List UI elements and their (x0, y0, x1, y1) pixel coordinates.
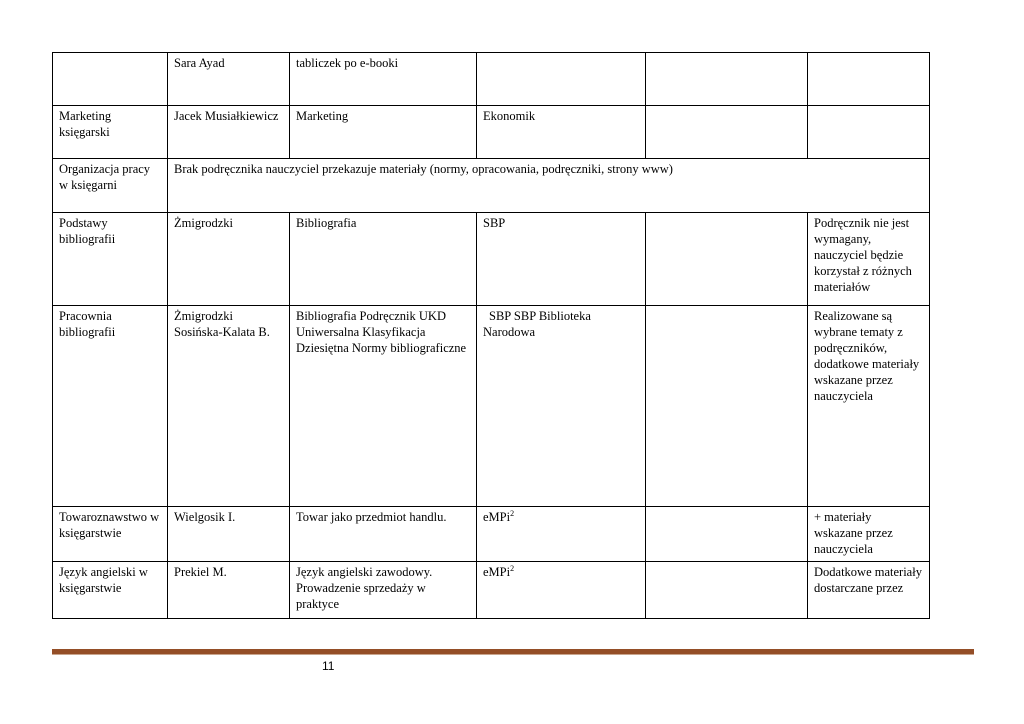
notes-cell (808, 53, 930, 106)
author-cell: Wielgosik I. (168, 507, 290, 562)
author-entry: Żmigrodzki (174, 309, 234, 323)
title-cell: Bibliografia (290, 213, 477, 306)
table-row (53, 213, 930, 306)
title-entry: Normy bibliograficzne (351, 341, 467, 355)
empty-cell (646, 306, 808, 507)
table-row (53, 507, 930, 562)
author-cell (168, 306, 290, 507)
subject-cell (53, 53, 168, 106)
title-cell: Towar jako przedmiot handlu. (290, 507, 477, 562)
title-cell: Język angielski zawodowy. Prowadzenie sprzedaży w praktyce (290, 562, 477, 619)
subject-cell: Organizacja pracy w księgarni (53, 159, 168, 213)
title-entry: Uniwersalna Klasyfikacja Dziesiętna (296, 325, 426, 355)
publisher-entry: Biblioteka Narodowa (483, 309, 591, 339)
publisher-name: eMPi (483, 510, 511, 524)
subject-cell: Marketing księgarski (53, 106, 168, 159)
subject-cell: Język angielski w księgarstwie (53, 562, 168, 619)
publisher-cell (477, 507, 646, 562)
notes-cell (808, 106, 930, 159)
publisher-entry: SBP (513, 309, 536, 323)
notes-cell: Dodatkowe materiały dostarczane przez (808, 562, 930, 619)
publisher-cell (477, 306, 646, 507)
subject-cell: Podstawy bibliografii (53, 213, 168, 306)
author-cell: Żmigrodzki (168, 213, 290, 306)
notes-cell: + materiały wskazane przez nauczyciela (808, 507, 930, 562)
subject-cell: Pracownia bibliografii (53, 306, 168, 507)
empty-cell (646, 53, 808, 106)
author-cell: Prekiel M. (168, 562, 290, 619)
publisher-cell (477, 53, 646, 106)
author-entry: Sosińska-Kalata B. (174, 325, 270, 339)
publisher-cell: SBP (477, 213, 646, 306)
notes-cell: Realizowane są wybrane tematy z podręczników, dodatkowe materiały wskazane przez nauczyciela (808, 306, 930, 507)
table-row (53, 159, 930, 213)
publisher-name: eMPi (483, 565, 511, 579)
title-cell (290, 306, 477, 507)
subject-cell: Towaroznawstwo w księgarstwie (53, 507, 168, 562)
empty-cell (646, 213, 808, 306)
title-cell: Marketing (290, 106, 477, 159)
table-row (53, 562, 930, 619)
publisher-cell: Ekonomik (477, 106, 646, 159)
author-cell: Sara Ayad (168, 53, 290, 106)
document-table (52, 52, 930, 619)
empty-cell (646, 562, 808, 619)
publisher-entry: SBP (489, 309, 511, 323)
table-row (53, 306, 930, 507)
table-row (53, 106, 930, 159)
empty-cell (646, 507, 808, 562)
table-row (53, 53, 930, 106)
title-entry: Podręcznik UKD (359, 309, 446, 323)
publisher-superscript: 2 (510, 508, 515, 518)
publisher-superscript: 2 (510, 563, 515, 573)
author-cell: Jacek Musiałkiewicz (168, 106, 290, 159)
notes-cell: Podręcznik nie jest wymagany, nauczyciel będzie korzystał z różnych materiałów (808, 213, 930, 306)
merged-note-cell: Brak podręcznika nauczyciel przekazuje materiały (normy, opracowania, podręczniki, strony www) (168, 159, 930, 213)
title-cell: tabliczek po e-booki (290, 53, 477, 106)
page-number: 11 (322, 659, 335, 673)
footer-divider (52, 649, 974, 655)
empty-cell (646, 106, 808, 159)
title-entry: Bibliografia (296, 309, 357, 323)
publisher-cell (477, 562, 646, 619)
